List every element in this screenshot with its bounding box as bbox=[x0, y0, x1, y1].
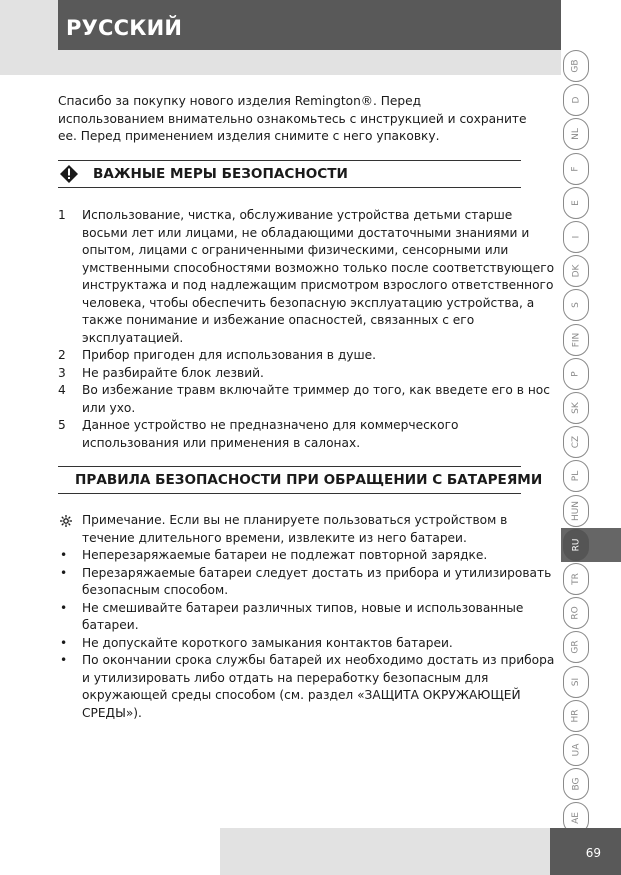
language-tab-label: BG bbox=[571, 777, 581, 791]
language-tab-s[interactable] bbox=[563, 289, 589, 321]
page-title: РУССКИЙ bbox=[66, 16, 183, 40]
language-tab-f[interactable] bbox=[563, 153, 589, 185]
list-item bbox=[58, 600, 556, 635]
bullet: • bbox=[60, 548, 68, 562]
language-tab-label: I bbox=[571, 235, 581, 239]
list-item bbox=[58, 365, 556, 383]
bullet: • bbox=[60, 565, 68, 580]
footer-band bbox=[220, 828, 550, 875]
item-number: 5 bbox=[58, 418, 66, 432]
intro-paragraph: Спасибо за покупку нового изделия Remington®. Перед использованием внимательно ознакомьтесь с инструкцией и сохраните ее. Перед применением изделия снимите с него упаковку. bbox=[58, 94, 527, 143]
language-tab-p[interactable] bbox=[563, 358, 589, 390]
item-number: 3 bbox=[58, 365, 66, 380]
page-number: 69 bbox=[585, 846, 601, 860]
language-tab-label: PL bbox=[570, 471, 581, 482]
note-item bbox=[58, 512, 556, 547]
language-tab-ru[interactable] bbox=[563, 529, 589, 561]
language-tab-label: HR bbox=[571, 709, 581, 723]
section-heading-text: ПРАВИЛА БЕЗОПАСНОСТИ ПРИ ОБРАЩЕНИИ С БАТАРЕЯМИ bbox=[75, 472, 543, 488]
language-tab-label: TR bbox=[570, 573, 581, 585]
list-item bbox=[58, 565, 556, 600]
language-tab-label: AE bbox=[571, 812, 581, 825]
language-tab-label: RO bbox=[571, 606, 581, 620]
note-text: Примечание. Если вы не планируете пользоваться устройством в течение длительного времени, извлеките из него батареи. bbox=[82, 513, 508, 545]
language-tab-label: D bbox=[571, 96, 581, 104]
language-tab-ro[interactable] bbox=[563, 597, 589, 629]
language-tab-nl[interactable] bbox=[563, 118, 589, 150]
language-tab-gr[interactable] bbox=[563, 631, 589, 663]
list-item bbox=[58, 382, 556, 417]
language-tab-pl[interactable] bbox=[563, 460, 589, 492]
language-tab-hr[interactable] bbox=[563, 700, 589, 732]
language-tab-label: DK bbox=[571, 264, 581, 278]
language-tab-cz[interactable] bbox=[563, 426, 589, 458]
language-tab-label: E bbox=[571, 199, 581, 206]
list-item bbox=[58, 547, 556, 565]
item-text: Не смешивайте батареи различных типов, новые и использованные батареи. bbox=[82, 600, 524, 632]
list-item bbox=[58, 635, 556, 653]
warning-icon bbox=[60, 165, 78, 183]
item-number: 2 bbox=[58, 348, 66, 362]
section-heading-text: ВАЖНЫЕ МЕРЫ БЕЗОПАСНОСТИ bbox=[93, 166, 348, 182]
item-number: 1 bbox=[58, 208, 66, 222]
item-text: Не допускайте короткого замыкания контактов батареи. bbox=[82, 635, 453, 650]
language-tab-gb[interactable] bbox=[563, 50, 589, 82]
bullet: • bbox=[60, 600, 68, 615]
language-tab-label: UA bbox=[571, 743, 581, 757]
language-tab-label: FIN bbox=[570, 332, 581, 347]
language-tab-dk[interactable] bbox=[563, 255, 589, 287]
language-tab-i[interactable] bbox=[563, 221, 589, 253]
item-text: Во избежание травм включайте триммер до того, как введете его в нос или ухо. bbox=[82, 383, 550, 415]
language-tab-label: P bbox=[571, 371, 581, 377]
language-tab-e[interactable] bbox=[563, 187, 589, 219]
language-tab-label: F bbox=[571, 166, 581, 172]
list-item bbox=[58, 347, 556, 365]
language-tab-bg[interactable] bbox=[563, 768, 589, 800]
item-text: Не разбирайте блок лезвий. bbox=[82, 365, 264, 380]
item-text: Данное устройство не предназначено для коммерческого использования или применения в салонах. bbox=[82, 418, 459, 450]
language-tab-sk[interactable] bbox=[563, 392, 589, 424]
bullet: • bbox=[60, 635, 68, 650]
item-text: Использование, чистка, обслуживание устройства детьми старше восьми лет или лицами, не обладающими достаточными знаниями и опытом, лицами с ограниченными физическими, сенсорными или умственными способностями возможно только после соответствующего инструктажа и под надлежащим присмотром взрослого ответственного человека, чтобы обеспечить безопасную эксплуатацию устройства, а также понимание и избежание опасностей, связанных с его эксплуатацией. bbox=[82, 208, 555, 345]
item-text: Неперезаряжаемые батареи не подлежат повторной зарядке. bbox=[82, 548, 488, 562]
item-text: Прибор пригоден для использования в душе. bbox=[82, 348, 376, 362]
gear-icon bbox=[60, 515, 72, 527]
bullet: • bbox=[60, 653, 68, 667]
list-item bbox=[58, 417, 556, 452]
language-tab-label: RU bbox=[571, 538, 581, 552]
language-tab-label: HUN bbox=[571, 500, 581, 521]
item-text: Перезаряжаемые батареи следует достать из прибора и утилизировать безопасным способом. bbox=[82, 565, 552, 597]
battery-list bbox=[58, 512, 556, 722]
language-tab-label: CZ bbox=[570, 435, 581, 449]
item-number: 4 bbox=[58, 383, 66, 397]
language-tab-ua[interactable] bbox=[563, 734, 589, 766]
list-item bbox=[58, 652, 556, 722]
language-tab-hun[interactable] bbox=[563, 495, 589, 527]
language-tab-label: NL bbox=[571, 128, 581, 141]
language-tab-label: SI bbox=[571, 677, 581, 686]
list-item bbox=[58, 207, 556, 347]
title-block bbox=[58, 0, 561, 50]
section-heading-safety bbox=[58, 160, 521, 188]
language-tab-d[interactable] bbox=[563, 84, 589, 116]
page-number-block bbox=[550, 828, 621, 875]
language-tabs bbox=[561, 50, 591, 830]
language-tab-label: S bbox=[571, 302, 581, 309]
language-tab-label: GB bbox=[571, 59, 581, 73]
language-tab-label: GR bbox=[570, 640, 581, 655]
language-tab-si[interactable] bbox=[563, 666, 589, 698]
language-tab-tr[interactable] bbox=[563, 563, 589, 595]
language-tab-fin[interactable] bbox=[563, 324, 589, 356]
item-text: По окончании срока службы батарей их необходимо достать из прибора и утилизировать либо отдать на переработку безопасным для окружающей среды способом (см. раздел «ЗАЩИТА ОКРУЖАЮЩЕЙ СРЕДЫ»). bbox=[82, 653, 555, 720]
section-heading-batteries bbox=[58, 466, 543, 494]
note-icon-wrap bbox=[58, 512, 82, 547]
safety-list bbox=[58, 207, 556, 452]
language-tab-label: SK bbox=[571, 402, 581, 414]
